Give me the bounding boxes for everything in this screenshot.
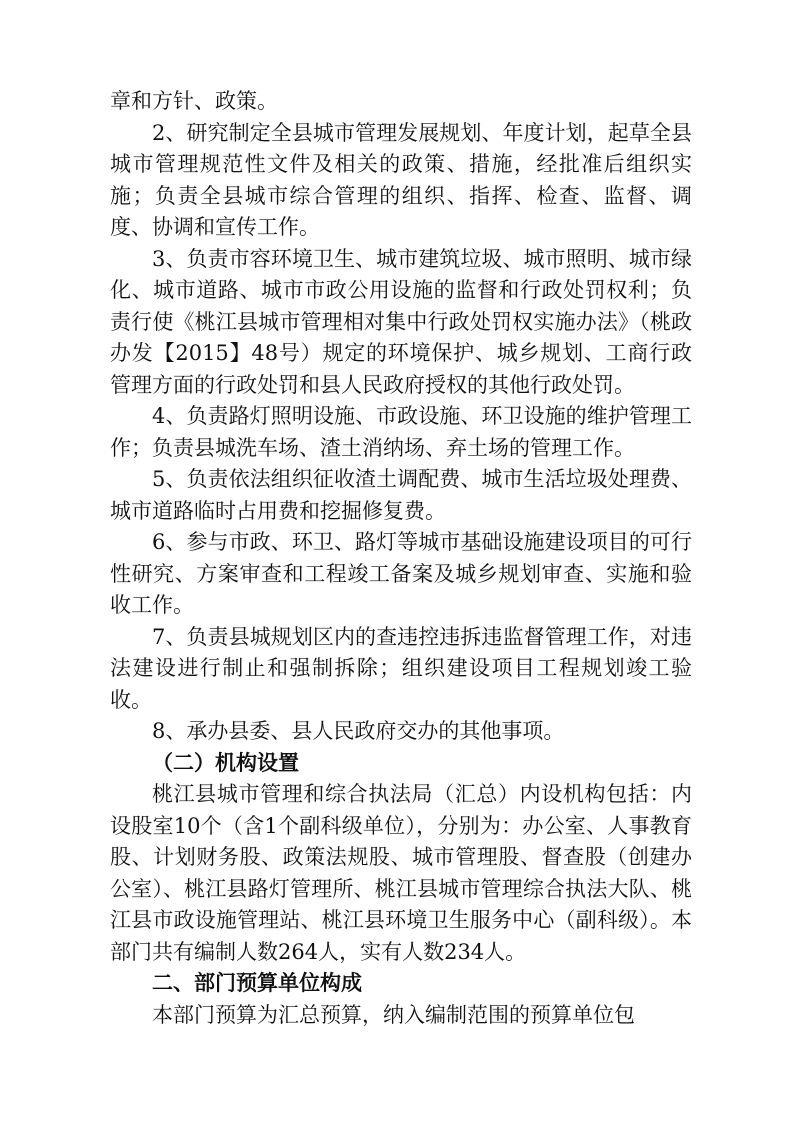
document-page xyxy=(110,86,692,1031)
section-heading-budget-units: 二、部门预算单位构成 xyxy=(152,971,362,995)
paragraph-item-6: 6、参与市政、环卫、路灯等城市基础设施建设项目的可行性研究、方案审查和工程竣工备案及城乡规划审查、实施和验收工作。 xyxy=(110,530,692,617)
section-heading-organization: （二）机构设置 xyxy=(152,750,299,775)
paragraph-item-7: 7、负责县城规划区内的查违控违拆违监督管理工作，对违法建设进行制止和强制拆除；组织建设项目工程规划竣工验收。 xyxy=(110,624,692,712)
paragraph-item-5: 5、负责依法组织征收渣土调配费、城市生活垃圾处理费、城市道路临时占用费和挖掘修复费。 xyxy=(110,467,692,523)
paragraph-item-8: 8、承办县委、县人民政府交办的其他事项。 xyxy=(152,719,565,743)
paragraph-item-3: 3、负责市容环境卫生、城市建筑垃圾、城市照明、城市绿化、城市道路、城市市政公用设施的监督和行政处罚权利；负责行使《桃江县城市管理相对集中行政处罚权实施办法》（桃政办发【2015】48号）规定的环境保护、城乡规划、工商行政管理方面的行政处罚和县人民政府授权的其他行政处罚。 xyxy=(110,246,692,397)
paragraph-budget-units: 本部门预算为汇总预算，纳入编制范围的预算单位包 xyxy=(152,1002,635,1027)
paragraph-item-4: 4、负责路灯照明设施、市政设施、环卫设施的维护管理工作；负责县城洗车场、渣土消纳场、弃土场的管理工作。 xyxy=(110,404,692,460)
paragraph-item-2: 2、研究制定全县城市管理发展规划、年度计划，起草全县城市管理规范性文件及相关的政策、措施，经批准后组织实施；负责全县城市综合管理的组织、指挥、检查、监督、调度、协调和宣传工作。 xyxy=(110,120,692,239)
paragraph-organization: 桃江县城市管理和综合执法局（汇总）内设机构包括：内设股室10个（含1个副科级单位），分别为：办公室、人事教育股、计划财务股、政策法规股、城市管理股、督查股（创建办公室）、桃江县路灯管理所、桃江县城市管理综合执法大队、桃江县市政设施管理站、桃江县环境卫生服务中心（副科级）。本部门共有编制人数264人，实有人数234人。 xyxy=(110,782,692,964)
paragraph-continuation: 章和方针、政策。 xyxy=(110,89,278,113)
